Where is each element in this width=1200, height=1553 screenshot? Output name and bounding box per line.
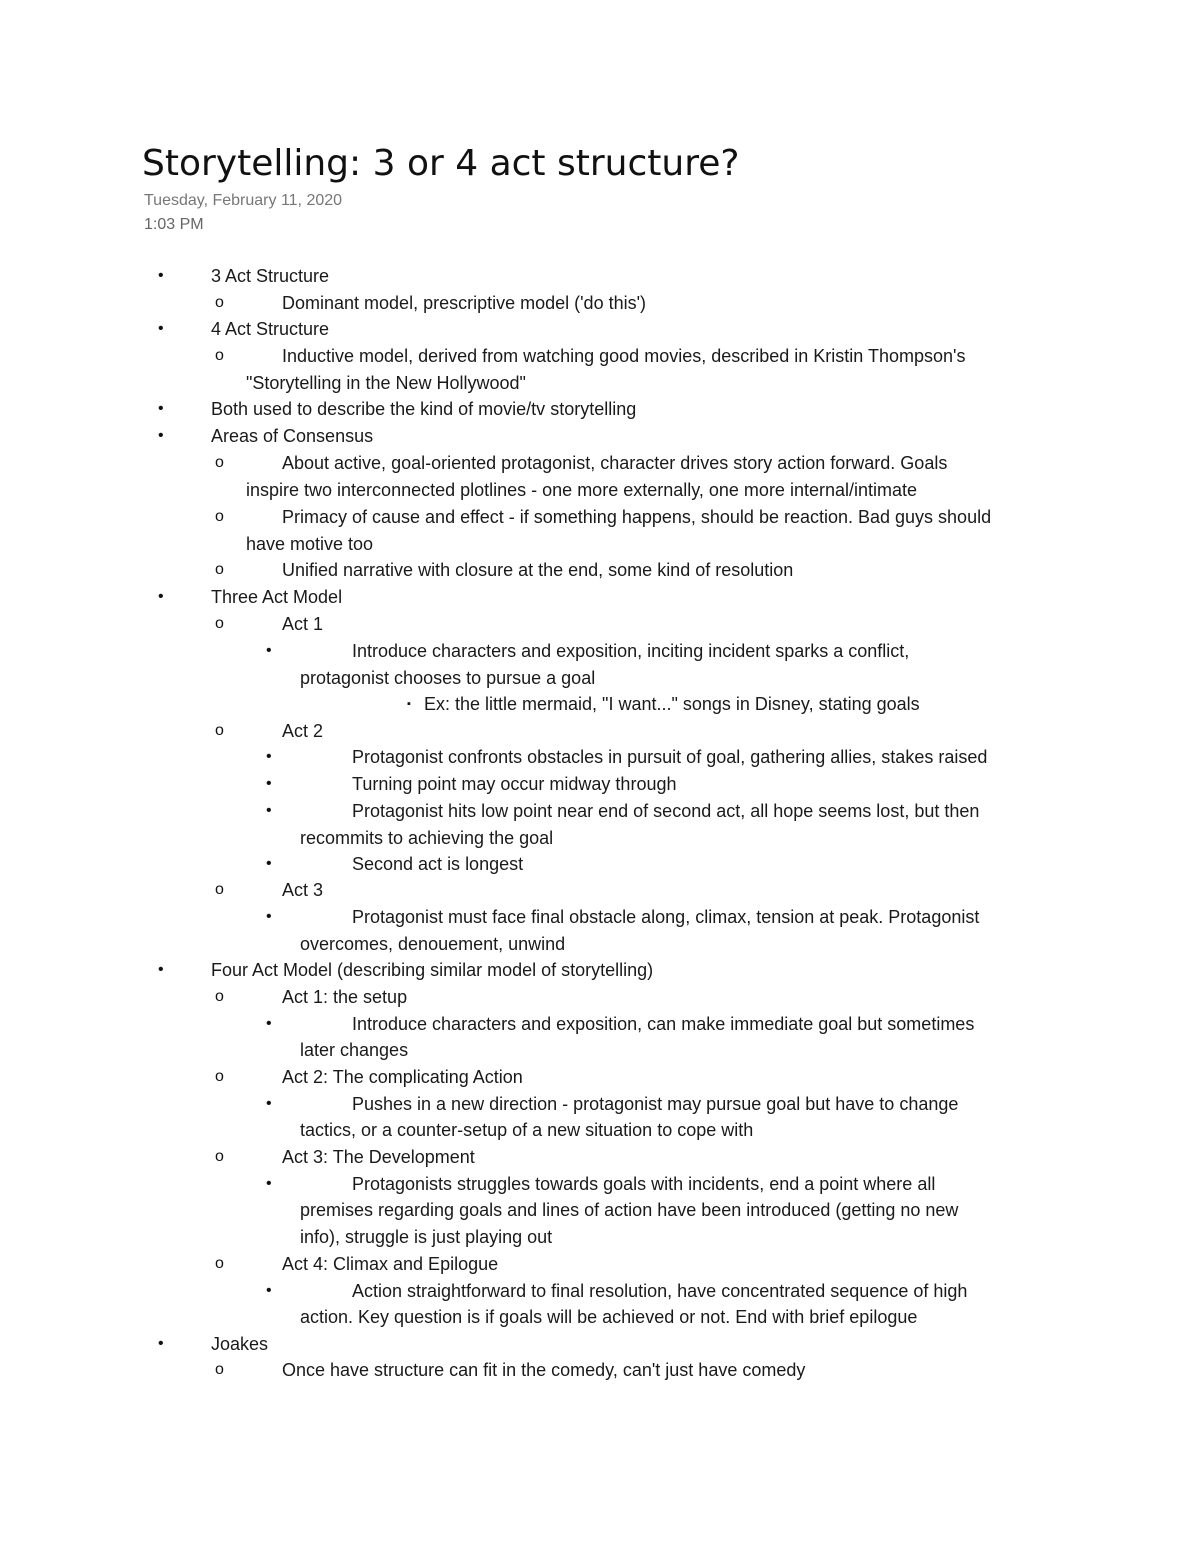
list-item: Second act is longest (352, 854, 524, 874)
bullet-circle-icon: o (215, 561, 224, 578)
bullet-disc-icon: • (266, 855, 272, 872)
list-item: Protagonist must face final obstacle along, climax, tension at peak. Protagonist (352, 907, 980, 927)
bullet-circle-icon: o (215, 347, 224, 364)
list-item: Act 1 (282, 614, 324, 634)
bullet-disc-icon: • (158, 588, 164, 605)
bullet-circle-icon: o (215, 615, 224, 632)
list-item-continuation: later changes (300, 1040, 409, 1060)
list-item: Joakes (211, 1334, 269, 1354)
list-item: Introduce characters and exposition, inciting incident sparks a conflict, (352, 641, 910, 661)
list-item: Act 3 (282, 880, 324, 900)
list-item-continuation: tactics, or a counter-setup of a new situation to cope with (300, 1120, 754, 1140)
list-item: Action straightforward to final resolution, have concentrated sequence of high (352, 1281, 968, 1301)
list-item-continuation: action. Key question is if goals will be achieved or not. End with brief epilogue (300, 1307, 918, 1327)
bullet-circle-icon: o (215, 1068, 224, 1085)
list-item: Four Act Model (describing similar model of storytelling) (211, 960, 654, 980)
list-item-continuation: recommits to achieving the goal (300, 828, 554, 848)
list-item: Inductive model, derived from watching good movies, described in Kristin Thompson's (282, 346, 966, 366)
list-item: Act 2: The complicating Action (282, 1067, 523, 1087)
bullet-disc-icon: • (266, 1282, 272, 1299)
list-item: Act 1: the setup (282, 987, 408, 1007)
list-item: Act 4: Climax and Epilogue (282, 1254, 499, 1274)
list-item: Introduce characters and exposition, can make immediate goal but sometimes (352, 1014, 975, 1034)
list-item: Unified narrative with closure at the end, some kind of resolution (282, 560, 794, 580)
list-item: Turning point may occur midway through (352, 774, 677, 794)
list-item: Protagonists struggles towards goals with incidents, end a point where all (352, 1174, 936, 1194)
bullet-circle-icon: o (215, 881, 224, 898)
bullet-circle-icon: o (215, 722, 224, 739)
bullet-disc-icon: • (266, 802, 272, 819)
bullet-disc-icon: • (266, 1015, 272, 1032)
bullet-disc-icon: • (158, 320, 164, 337)
bullet-circle-icon: o (215, 454, 224, 471)
list-item: Dominant model, prescriptive model ('do this') (282, 293, 647, 313)
bullet-circle-icon: o (215, 1148, 224, 1165)
note-time: 1:03 PM (144, 216, 204, 233)
note-date: Tuesday, February 11, 2020 (144, 192, 343, 209)
list-item: Both used to describe the kind of movie/tv storytelling (211, 399, 637, 419)
list-item: 4 Act Structure (211, 319, 330, 339)
bullet-square-icon: ▪ (407, 698, 411, 710)
bullet-disc-icon: • (266, 775, 272, 792)
bullet-disc-icon: • (158, 267, 164, 284)
list-item: Once have structure can fit in the comedy, can't just have comedy (282, 1360, 806, 1380)
bullet-circle-icon: o (215, 988, 224, 1005)
bullet-disc-icon: • (266, 1175, 272, 1192)
list-item: Ex: the little mermaid, "I want..." songs in Disney, stating goals (424, 694, 920, 714)
bullet-circle-icon: o (215, 294, 224, 311)
bullet-disc-icon: • (266, 748, 272, 765)
list-item: Areas of Consensus (211, 426, 374, 446)
bullet-disc-icon: • (158, 1335, 164, 1352)
list-item: Act 2 (282, 721, 324, 741)
list-item: Pushes in a new direction - protagonist may pursue goal but have to change (352, 1094, 959, 1114)
bullet-disc-icon: • (158, 961, 164, 978)
bullet-circle-icon: o (215, 508, 224, 525)
list-item-continuation: "Storytelling in the New Hollywood" (246, 373, 526, 393)
bullet-disc-icon: • (158, 400, 164, 417)
bullet-disc-icon: • (266, 908, 272, 925)
bullet-circle-icon: o (215, 1361, 224, 1378)
bullet-circle-icon: o (215, 1255, 224, 1272)
list-item: Primacy of cause and effect - if something happens, should be reaction. Bad guys should (282, 507, 992, 527)
list-item-continuation: premises regarding goals and lines of action have been introduced (getting no new (300, 1200, 959, 1220)
bullet-disc-icon: • (158, 427, 164, 444)
list-item: Act 3: The Development (282, 1147, 475, 1167)
list-item: About active, goal-oriented protagonist, character drives story action forward. Goals (282, 453, 948, 473)
list-item: Protagonist confronts obstacles in pursuit of goal, gathering allies, stakes raised (352, 747, 988, 767)
list-item-continuation: protagonist chooses to pursue a goal (300, 668, 596, 688)
list-item-continuation: info), struggle is just playing out (300, 1227, 553, 1247)
list-item: 3 Act Structure (211, 266, 330, 286)
bullet-disc-icon: • (266, 642, 272, 659)
list-item: Three Act Model (211, 587, 343, 607)
page-title: Storytelling: 3 or 4 act structure? (142, 143, 740, 184)
list-item-continuation: have motive too (246, 534, 374, 554)
list-item-continuation: inspire two interconnected plotlines - one more externally, one more internal/intimate (246, 480, 918, 500)
list-item: Protagonist hits low point near end of second act, all hope seems lost, but then (352, 801, 980, 821)
bullet-disc-icon: • (266, 1095, 272, 1112)
list-item-continuation: overcomes, denouement, unwind (300, 934, 566, 954)
